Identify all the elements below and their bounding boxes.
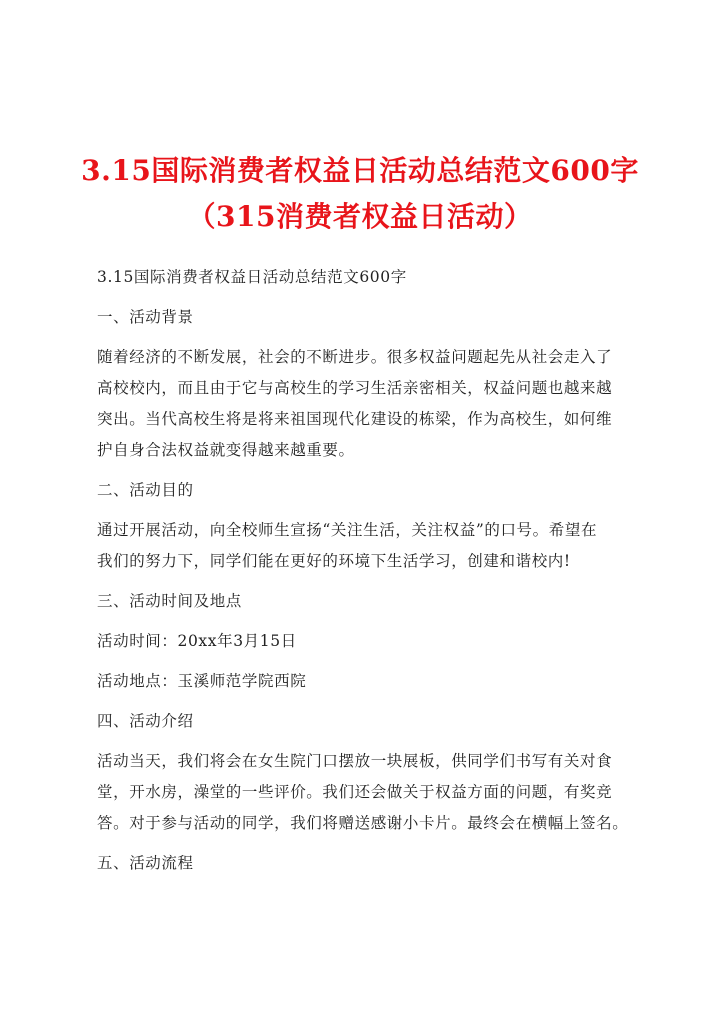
section-heading-purpose: 二、活动目的 — [97, 481, 194, 499]
paragraph-line: 我们的努力下，同学们能在更好的环境下生活学习，创建和谐校内! — [97, 552, 571, 570]
paragraph-line: 突出。当代高校生将是将来祖国现代化建设的栋梁，作为高校生，如何维 — [97, 410, 613, 428]
paragraph-line: 随着经济的不断发展，社会的不断进步。很多权益问题起先从社会走入了 — [97, 348, 613, 366]
section-heading-background: 一、活动背景 — [97, 308, 194, 326]
document-body — [97, 262, 642, 879]
section-heading-process: 五、活动流程 — [97, 854, 194, 872]
doc-subtitle-line: 3.15国际消费者权益日活动总结范文600字 — [97, 268, 407, 286]
paragraph-line: 通过开展活动，向全校师生宣扬“关注生活，关注权益”的口号。希望在 — [97, 521, 598, 539]
paragraph-line: 堂，开水房，澡堂的一些评价。我们还会做关于权益方面的问题，有奖竞 — [97, 783, 613, 801]
paragraph-line: 活动当天，我们将会在女生院门口摆放一块展板，供同学们书写有关对食 — [97, 752, 613, 770]
paragraph-line: 高校校内，而且由于它与高校生的学习生活亲密相关，权益问题也越来越 — [97, 379, 613, 397]
paragraph-line: 护自身合法权益就变得越来越重要。 — [97, 441, 355, 459]
document-title-line-2: （315消费者权益日活动） — [187, 200, 533, 233]
activity-place-line: 活动地点：玉溪师范学院西院 — [97, 672, 307, 690]
document-title-line-1: 3.15国际消费者权益日活动总结范文600字 — [81, 154, 639, 187]
paragraph-line: 答。对于参与活动的同学，我们将赠送感谢小卡片。最终会在横幅上签名。 — [97, 814, 629, 832]
section-heading-introduction: 四、活动介绍 — [97, 712, 194, 730]
activity-time-line: 活动时间：20xx年3月15日 — [97, 632, 297, 650]
section-heading-time-place: 三、活动时间及地点 — [97, 592, 242, 610]
